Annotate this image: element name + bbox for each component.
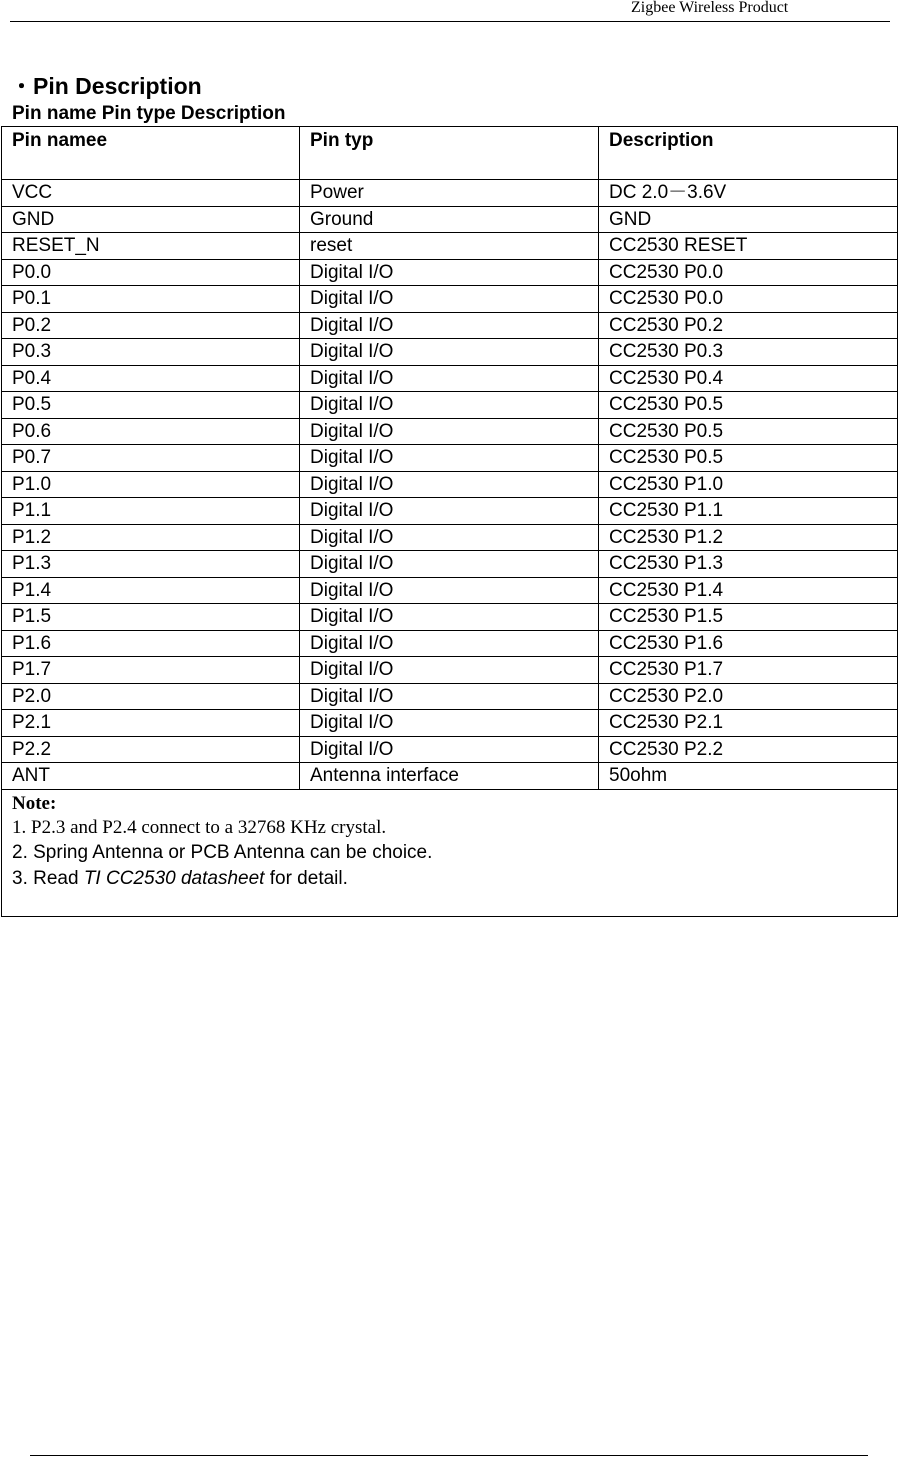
note-line-3 bbox=[12, 866, 897, 892]
description-cell: CC2530 P0.0 bbox=[599, 259, 898, 286]
description-cell: GND bbox=[599, 206, 898, 233]
description-cell: CC2530 P2.1 bbox=[599, 710, 898, 737]
table-row bbox=[2, 710, 898, 737]
pin-type-cell: Digital I/O bbox=[300, 551, 599, 578]
description-cell: CC2530 P1.6 bbox=[599, 630, 898, 657]
pin-type-cell: Digital I/O bbox=[300, 259, 599, 286]
pin-type-cell: Digital I/O bbox=[300, 736, 599, 763]
running-header: Zigbee Wireless Product bbox=[631, 0, 789, 16]
pin-name-cell: RESET_N bbox=[2, 233, 300, 260]
pin-name-cell: P0.4 bbox=[2, 365, 300, 392]
table-row bbox=[2, 604, 898, 631]
description-cell: CC2530 P1.1 bbox=[599, 498, 898, 525]
pin-type-cell: Digital I/O bbox=[300, 524, 599, 551]
pin-name-cell: P0.6 bbox=[2, 418, 300, 445]
note-row bbox=[2, 789, 898, 916]
bullet: ・ bbox=[10, 73, 33, 99]
description-cell: CC2530 P1.4 bbox=[599, 577, 898, 604]
table-row bbox=[2, 206, 898, 233]
description-cell: CC2530 P0.5 bbox=[599, 392, 898, 419]
header-pin-name: Pin namee bbox=[2, 127, 300, 180]
pin-type-cell: Digital I/O bbox=[300, 604, 599, 631]
table-caption: Pin name Pin type Description bbox=[12, 103, 286, 124]
description-cell: CC2530 P1.5 bbox=[599, 604, 898, 631]
pin-type-cell: Digital I/O bbox=[300, 471, 599, 498]
footer-rule bbox=[30, 1455, 868, 1456]
pin-type-cell: Digital I/O bbox=[300, 683, 599, 710]
description-cell: CC2530 P0.0 bbox=[599, 286, 898, 313]
pin-type-cell: Antenna interface bbox=[300, 763, 599, 790]
pin-name-cell: GND bbox=[2, 206, 300, 233]
pin-name-cell: P1.0 bbox=[2, 471, 300, 498]
pin-type-cell: Digital I/O bbox=[300, 392, 599, 419]
description-cell: CC2530 P2.2 bbox=[599, 736, 898, 763]
description-cell: 50ohm bbox=[599, 763, 898, 790]
description-cell: DC 2.0－3.6V bbox=[599, 180, 898, 207]
pin-name-cell: VCC bbox=[2, 180, 300, 207]
pin-type-cell: Digital I/O bbox=[300, 312, 599, 339]
description-cell: CC2530 P1.2 bbox=[599, 524, 898, 551]
section-title-text: Pin Description bbox=[33, 73, 202, 99]
pin-type-cell: Digital I/O bbox=[300, 445, 599, 472]
pin-type-cell: Digital I/O bbox=[300, 365, 599, 392]
pin-name-cell: P1.7 bbox=[2, 657, 300, 684]
table-row bbox=[2, 471, 898, 498]
description-cell: CC2530 P0.4 bbox=[599, 365, 898, 392]
header-pin-type: Pin typ bbox=[300, 127, 599, 180]
pin-type-cell: Digital I/O bbox=[300, 286, 599, 313]
table-row bbox=[2, 736, 898, 763]
pin-name-cell: P0.1 bbox=[2, 286, 300, 313]
table-row bbox=[2, 577, 898, 604]
table-row bbox=[2, 365, 898, 392]
pin-name-cell: P0.7 bbox=[2, 445, 300, 472]
pin-name-cell: P1.5 bbox=[2, 604, 300, 631]
datasheet-reference: TI CC2530 datasheet bbox=[83, 867, 265, 889]
table-row bbox=[2, 445, 898, 472]
description-cell: CC2530 P1.0 bbox=[599, 471, 898, 498]
pin-name-cell: P1.3 bbox=[2, 551, 300, 578]
table-row bbox=[2, 524, 898, 551]
pin-name-cell: P0.0 bbox=[2, 259, 300, 286]
note-line-2: 2. Spring Antenna or PCB Antenna can be choice. bbox=[12, 841, 433, 863]
table-row bbox=[2, 180, 898, 207]
pin-name-cell: P2.1 bbox=[2, 710, 300, 737]
pin-name-cell: P2.2 bbox=[2, 736, 300, 763]
description-cell: CC2530 RESET bbox=[599, 233, 898, 260]
note-title: Note: bbox=[12, 792, 57, 814]
pin-name-cell: P1.1 bbox=[2, 498, 300, 525]
pin-type-cell: Digital I/O bbox=[300, 657, 599, 684]
pin-name-cell: P0.2 bbox=[2, 312, 300, 339]
table-row bbox=[2, 551, 898, 578]
table-row bbox=[2, 657, 898, 684]
section-title bbox=[10, 72, 202, 100]
pin-type-cell: Digital I/O bbox=[300, 498, 599, 525]
table-row bbox=[2, 418, 898, 445]
pin-name-cell: P0.5 bbox=[2, 392, 300, 419]
pin-name-cell: P0.3 bbox=[2, 339, 300, 366]
table-row bbox=[2, 286, 898, 313]
table-row bbox=[2, 312, 898, 339]
description-cell: CC2530 P0.5 bbox=[599, 445, 898, 472]
note-line-3-prefix: 3. Read bbox=[12, 867, 84, 889]
pin-type-cell: reset bbox=[300, 233, 599, 260]
pin-name-cell: P1.4 bbox=[2, 577, 300, 604]
description-cell: CC2530 P1.3 bbox=[599, 551, 898, 578]
description-cell: CC2530 P0.5 bbox=[599, 418, 898, 445]
table-row bbox=[2, 259, 898, 286]
pin-name-cell: ANT bbox=[2, 763, 300, 790]
note-line-3-suffix: for detail. bbox=[264, 867, 348, 889]
pin-type-cell: Digital I/O bbox=[300, 710, 599, 737]
table-row bbox=[2, 392, 898, 419]
pin-table bbox=[1, 126, 898, 917]
pin-type-cell: Digital I/O bbox=[300, 339, 599, 366]
note-line-1: 1. P2.3 and P2.4 connect to a 32768 KHz crystal. bbox=[12, 816, 387, 838]
description-cell: CC2530 P2.0 bbox=[599, 683, 898, 710]
table-row bbox=[2, 763, 898, 790]
pin-type-cell: Digital I/O bbox=[300, 577, 599, 604]
description-cell: CC2530 P1.7 bbox=[599, 657, 898, 684]
description-cell: CC2530 P0.3 bbox=[599, 339, 898, 366]
pin-type-cell: Digital I/O bbox=[300, 630, 599, 657]
pin-type-cell: Digital I/O bbox=[300, 418, 599, 445]
pin-type-cell: Power bbox=[300, 180, 599, 207]
table-row bbox=[2, 339, 898, 366]
pin-name-cell: P2.0 bbox=[2, 683, 300, 710]
header-rule bbox=[10, 21, 890, 22]
pin-name-cell: P1.2 bbox=[2, 524, 300, 551]
table-row bbox=[2, 233, 898, 260]
description-cell: CC2530 P0.2 bbox=[599, 312, 898, 339]
table-header-row bbox=[2, 127, 898, 180]
pin-type-cell: Ground bbox=[300, 206, 599, 233]
note-cell bbox=[2, 789, 898, 916]
pin-name-cell: P1.6 bbox=[2, 630, 300, 657]
header-description: Description bbox=[599, 127, 898, 180]
table-row bbox=[2, 498, 898, 525]
table-row bbox=[2, 683, 898, 710]
table-row bbox=[2, 630, 898, 657]
